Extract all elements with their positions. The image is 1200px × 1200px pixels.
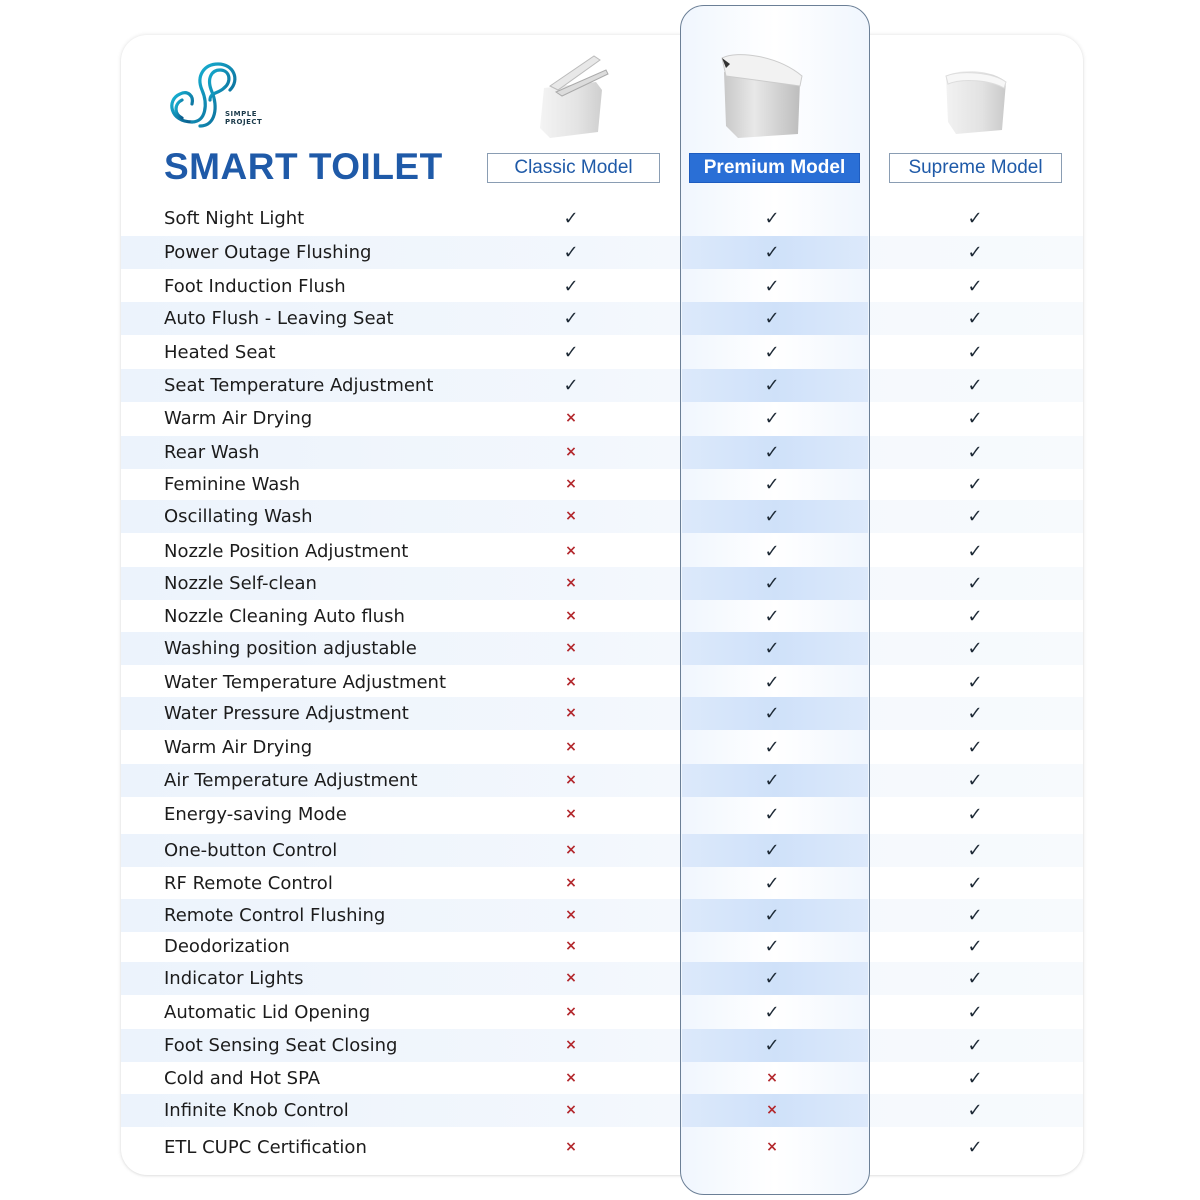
table-row [121, 632, 1083, 665]
check-icon: ✓ [967, 968, 983, 989]
cross-icon: × [565, 476, 577, 492]
feature-label: Washing position adjustable [164, 638, 417, 659]
cross-icon: × [565, 640, 577, 656]
table-row [121, 1029, 1083, 1062]
check-icon: ✓ [967, 905, 983, 926]
logo-line-1: SIMPLE [225, 110, 257, 118]
check-icon: ✓ [563, 342, 579, 363]
feature-label: Nozzle Self-clean [164, 573, 317, 594]
table-row [121, 764, 1083, 797]
feature-label: Warm Air Drying [164, 408, 313, 429]
check-icon: ✓ [764, 840, 780, 861]
check-icon: ✓ [764, 1035, 780, 1056]
feature-label: Energy-saving Mode [164, 804, 347, 825]
table-row [121, 600, 1083, 633]
check-icon: ✓ [967, 1137, 983, 1158]
cross-icon: × [565, 410, 577, 426]
premium-toilet-image [718, 48, 810, 140]
table-row [121, 996, 1083, 1029]
logo-wordmark [225, 110, 262, 126]
cross-icon: × [565, 608, 577, 624]
classic-toilet-image [536, 52, 612, 140]
table-row [121, 666, 1083, 699]
check-icon: ✓ [764, 638, 780, 659]
cross-icon: × [565, 938, 577, 954]
feature-label: Oscillating Wash [164, 506, 313, 527]
supreme-model-label: Supreme Model [889, 153, 1062, 183]
check-icon: ✓ [764, 672, 780, 693]
check-icon: ✓ [764, 208, 780, 229]
check-icon: ✓ [967, 703, 983, 724]
feature-label: Deodorization [164, 936, 290, 957]
feature-label: Water Temperature Adjustment [164, 672, 447, 693]
check-icon: ✓ [967, 242, 983, 263]
check-icon: ✓ [967, 672, 983, 693]
feature-label: Cold and Hot SPA [164, 1068, 321, 1089]
feature-label: Heated Seat [164, 342, 276, 363]
check-icon: ✓ [967, 506, 983, 527]
cross-icon: × [565, 772, 577, 788]
table-row [121, 535, 1083, 568]
cross-icon: × [565, 1070, 577, 1086]
cross-icon: × [565, 1037, 577, 1053]
feature-label: RF Remote Control [164, 873, 333, 894]
feature-label: One-button Control [164, 840, 338, 861]
feature-label: Seat Temperature Adjustment [164, 375, 434, 396]
cross-icon: × [565, 970, 577, 986]
cross-icon: × [565, 806, 577, 822]
check-icon: ✓ [967, 936, 983, 957]
page-title: SMART TOILET [164, 146, 443, 187]
cross-icon: × [766, 1139, 778, 1155]
premium-model-label: Premium Model [689, 153, 860, 183]
table-row [121, 867, 1083, 900]
table-row [121, 402, 1083, 435]
feature-label: Power Outage Flushing [164, 242, 372, 263]
check-icon: ✓ [967, 308, 983, 329]
check-icon: ✓ [764, 541, 780, 562]
check-icon: ✓ [967, 737, 983, 758]
table-row [121, 930, 1083, 963]
cross-icon: × [565, 739, 577, 755]
cross-icon: × [766, 1070, 778, 1086]
table-row [121, 336, 1083, 369]
table-row [121, 236, 1083, 269]
classic-model-label: Classic Model [487, 153, 660, 183]
check-icon: ✓ [967, 1002, 983, 1023]
check-icon: ✓ [967, 1068, 983, 1089]
check-icon: ✓ [967, 770, 983, 791]
check-icon: ✓ [764, 342, 780, 363]
check-icon: ✓ [967, 541, 983, 562]
table-row [121, 1094, 1083, 1127]
cross-icon: × [565, 842, 577, 858]
check-icon: ✓ [764, 408, 780, 429]
check-icon: ✓ [967, 375, 983, 396]
check-icon: ✓ [764, 873, 780, 894]
feature-label: ETL CUPC Certification [164, 1137, 367, 1158]
check-icon: ✓ [764, 905, 780, 926]
check-icon: ✓ [764, 703, 780, 724]
check-icon: ✓ [967, 442, 983, 463]
cross-icon: × [565, 543, 577, 559]
table-row [121, 798, 1083, 831]
table-row [121, 697, 1083, 730]
check-icon: ✓ [764, 936, 780, 957]
feature-label: Nozzle Position Adjustment [164, 541, 409, 562]
check-icon: ✓ [764, 442, 780, 463]
feature-label: Infinite Knob Control [164, 1100, 349, 1121]
table-row [121, 202, 1083, 235]
cross-icon: × [565, 875, 577, 891]
logo-line-2: PROJECT [225, 118, 263, 126]
cross-icon: × [565, 575, 577, 591]
feature-label: Air Temperature Adjustment [164, 770, 418, 791]
check-icon: ✓ [764, 606, 780, 627]
feature-label: Foot Induction Flush [164, 276, 346, 297]
supreme-toilet-image [940, 64, 1012, 138]
check-icon: ✓ [563, 208, 579, 229]
feature-label: Rear Wash [164, 442, 260, 463]
check-icon: ✓ [967, 840, 983, 861]
cross-icon: × [565, 444, 577, 460]
feature-label: Remote Control Flushing [164, 905, 386, 926]
check-icon: ✓ [764, 506, 780, 527]
check-icon: ✓ [764, 968, 780, 989]
check-icon: ✓ [764, 242, 780, 263]
check-icon: ✓ [967, 408, 983, 429]
check-icon: ✓ [967, 474, 983, 495]
table-row [121, 1062, 1083, 1095]
check-icon: ✓ [764, 1002, 780, 1023]
table-row [121, 500, 1083, 533]
cross-icon: × [565, 508, 577, 524]
check-icon: ✓ [563, 308, 579, 329]
check-icon: ✓ [764, 804, 780, 825]
check-icon: ✓ [764, 308, 780, 329]
check-icon: ✓ [967, 1035, 983, 1056]
feature-label: Feminine Wash [164, 474, 301, 495]
table-row [121, 962, 1083, 995]
table-row [121, 436, 1083, 469]
feature-label: Auto Flush - Leaving Seat [164, 308, 394, 329]
cross-icon: × [565, 674, 577, 690]
cross-icon: × [565, 907, 577, 923]
check-icon: ✓ [967, 208, 983, 229]
cross-icon: × [565, 705, 577, 721]
check-icon: ✓ [563, 242, 579, 263]
check-icon: ✓ [764, 375, 780, 396]
table-row [121, 567, 1083, 600]
check-icon: ✓ [764, 474, 780, 495]
cross-icon: × [565, 1102, 577, 1118]
table-row [121, 302, 1083, 335]
check-icon: ✓ [764, 573, 780, 594]
check-icon: ✓ [764, 276, 780, 297]
feature-label: Warm Air Drying [164, 737, 313, 758]
cross-icon: × [565, 1004, 577, 1020]
feature-label: Foot Sensing Seat Closing [164, 1035, 398, 1056]
check-icon: ✓ [764, 770, 780, 791]
feature-label: Nozzle Cleaning Auto flush [164, 606, 405, 627]
feature-label: Automatic Lid Opening [164, 1002, 371, 1023]
table-row [121, 834, 1083, 867]
table-row [121, 899, 1083, 932]
check-icon: ✓ [967, 276, 983, 297]
check-icon: ✓ [967, 342, 983, 363]
check-icon: ✓ [967, 638, 983, 659]
check-icon: ✓ [967, 873, 983, 894]
cross-icon: × [766, 1102, 778, 1118]
cross-icon: × [565, 1139, 577, 1155]
table-row [121, 369, 1083, 402]
check-icon: ✓ [967, 573, 983, 594]
check-icon: ✓ [563, 375, 579, 396]
check-icon: ✓ [967, 1100, 983, 1121]
feature-label: Indicator Lights [164, 968, 304, 989]
check-icon: ✓ [967, 606, 983, 627]
table-row [121, 468, 1083, 501]
table-row [121, 1131, 1083, 1164]
table-row [121, 731, 1083, 764]
table-row [121, 270, 1083, 303]
feature-label: Water Pressure Adjustment [164, 703, 409, 724]
feature-label: Soft Night Light [164, 208, 305, 229]
check-icon: ✓ [967, 804, 983, 825]
check-icon: ✓ [563, 276, 579, 297]
check-icon: ✓ [764, 737, 780, 758]
